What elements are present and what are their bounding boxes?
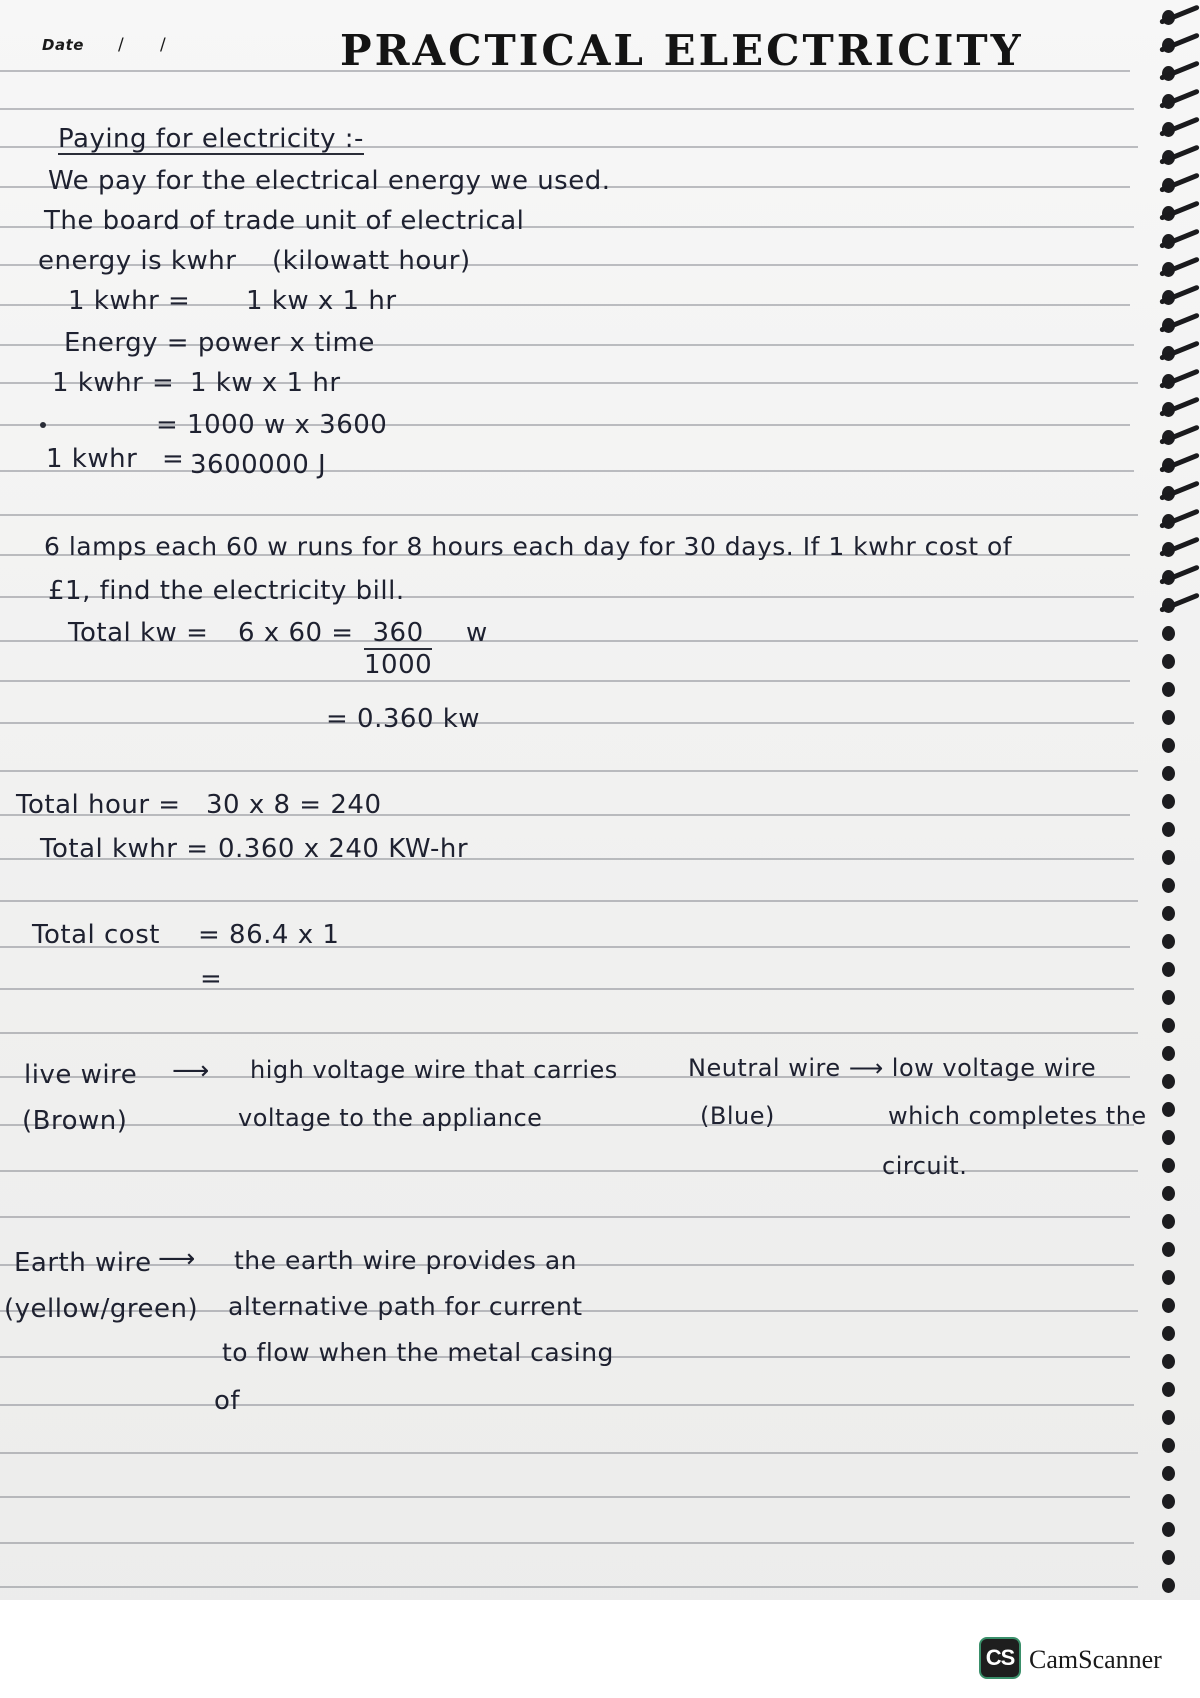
equation-5-rhs: 3600000 J	[190, 450, 327, 480]
binding-hole	[1162, 1270, 1175, 1285]
binding-hole	[1162, 1354, 1175, 1369]
live-wire-name: live wire	[24, 1060, 138, 1090]
fraction	[364, 620, 432, 678]
binding-hole	[1162, 962, 1175, 977]
paying-line-3b: (kilowatt hour)	[272, 246, 471, 276]
total-hour-label: Total hour =	[16, 790, 181, 820]
binding-hole	[1162, 822, 1175, 837]
camscanner-name: CamScanner	[1029, 1645, 1162, 1674]
date-slash-2: /	[160, 35, 167, 55]
binding-hole	[1162, 1018, 1175, 1033]
binding-hole	[1162, 1550, 1175, 1565]
ruled-line	[0, 900, 1138, 902]
binding-hole	[1162, 1242, 1175, 1257]
total-kwhr-label: Total kwhr =	[40, 834, 209, 864]
ruled-line	[0, 988, 1134, 990]
ruled-line	[0, 946, 1130, 948]
total-kw-label: Total kw =	[68, 618, 209, 648]
equation-1-lhs: 1 kwhr =	[68, 286, 191, 316]
total-cost-expr: = 86.4 x 1	[198, 920, 340, 950]
neutral-wire-line: Neutral wire ⟶ low voltage wire	[688, 1054, 1097, 1082]
paying-line-1: We pay for the electrical energy we used.	[48, 166, 611, 196]
ruled-line	[0, 514, 1138, 516]
logo-text: CS	[985, 1645, 1015, 1670]
live-wire-colour: (Brown)	[22, 1106, 128, 1136]
equation-5-equals: =	[162, 444, 185, 474]
equation-5-lhs: 1 kwhr	[46, 444, 138, 474]
earth-wire-desc-1: the earth wire provides an	[234, 1246, 578, 1275]
neutral-wire-desc-2: which completes the	[888, 1102, 1147, 1130]
total-cost-label: Total cost	[32, 920, 160, 950]
binding-hole	[1162, 906, 1175, 921]
total-kw-expr: 6 x 60 =	[238, 618, 354, 648]
binding-hole	[1162, 990, 1175, 1005]
binding-hole	[1162, 1466, 1175, 1481]
binding-hole	[1162, 626, 1175, 641]
equation-3-lhs: 1 kwhr =	[52, 368, 175, 398]
binding-hole	[1162, 850, 1175, 865]
binding-hole	[1162, 1186, 1175, 1201]
binding-hole	[1162, 1326, 1175, 1341]
earth-wire-colour: (yellow/green)	[4, 1294, 199, 1324]
spiral-binding	[1132, 0, 1200, 1610]
binding-hole	[1162, 878, 1175, 893]
total-hour-expr: 30 x 8 = 240	[206, 790, 382, 820]
fraction-unit: w	[466, 618, 488, 648]
binding-hole	[1162, 1214, 1175, 1229]
ruled-line	[0, 680, 1130, 682]
binding-hole	[1162, 1298, 1175, 1313]
binding-hole	[1162, 710, 1175, 725]
binding-hole	[1162, 794, 1175, 809]
earth-wire-name: Earth wire	[14, 1248, 152, 1278]
binding-hole	[1162, 1102, 1175, 1117]
ruled-line	[0, 108, 1134, 110]
ruled-line	[0, 1404, 1134, 1406]
total-kwhr-expr: 0.360 x 240 KW-hr	[218, 834, 469, 864]
neutral-wire-colour: (Blue)	[700, 1102, 775, 1130]
date-slash-1: /	[118, 35, 125, 55]
page-title: PRACTICAL ELECTRICITY	[340, 26, 1024, 75]
binding-hole	[1162, 766, 1175, 781]
binding-hole	[1162, 934, 1175, 949]
earth-wire-desc-2: alternative path for current	[228, 1292, 583, 1321]
binding-hole	[1162, 654, 1175, 669]
ruled-line	[0, 1542, 1134, 1544]
binding-hole	[1162, 1130, 1175, 1145]
arrow-icon: ⟶	[158, 1244, 196, 1274]
paying-line-2: The board of trade unit of electrical	[44, 206, 525, 236]
binding-hole	[1162, 1158, 1175, 1173]
ruled-line	[0, 722, 1134, 724]
ruled-line	[0, 1496, 1130, 1498]
arrow-icon: ⟶	[172, 1056, 210, 1086]
ruled-line	[0, 1032, 1138, 1034]
binding-hole	[1162, 1522, 1175, 1537]
equation-1-rhs: 1 kw x 1 hr	[246, 286, 397, 316]
fraction-denominator: 1000	[364, 650, 433, 680]
ruled-line	[0, 1452, 1138, 1454]
camscanner-logo-icon	[979, 1637, 1021, 1679]
binding-hole	[1162, 682, 1175, 697]
section-heading-paying: Paying for electricity :-	[58, 124, 364, 154]
stray-dot	[40, 422, 46, 428]
ruled-line	[0, 1586, 1138, 1588]
binding-hole	[1162, 1438, 1175, 1453]
ruled-line	[0, 770, 1138, 772]
binding-hole	[1162, 1382, 1175, 1397]
binding-hole	[1162, 1494, 1175, 1509]
equation-3-rhs: 1 kw x 1 hr	[190, 368, 341, 398]
earth-wire-desc-3: to flow when the metal casing	[222, 1338, 614, 1367]
binding-hole	[1162, 1578, 1175, 1593]
problem-line-1: 6 lamps each 60 w runs for 8 hours each day for 30 days. If 1 kwhr cost of	[44, 532, 1013, 561]
ruled-line	[0, 1216, 1130, 1218]
total-cost-equals: =	[200, 964, 223, 994]
live-wire-desc-1: high voltage wire that carries	[250, 1056, 618, 1084]
equation-2: Energy = power x time	[64, 328, 375, 358]
fraction-numerator: 360	[364, 620, 432, 650]
paying-line-3a: energy is kwhr	[38, 246, 237, 276]
date-label: Date	[42, 36, 84, 54]
earth-wire-desc-4: of	[214, 1386, 241, 1416]
problem-line-2: £1, find the electricity bill.	[48, 576, 405, 606]
binding-hole	[1162, 1074, 1175, 1089]
live-wire-desc-2: voltage to the appliance	[238, 1104, 543, 1132]
neutral-wire-desc-3: circuit.	[882, 1152, 968, 1180]
total-kw-result: = 0.360 kw	[326, 704, 481, 734]
equation-4: = 1000 w x 3600	[156, 410, 388, 440]
binding-hole	[1162, 1410, 1175, 1425]
binding-hole	[1162, 1046, 1175, 1061]
binding-hole	[1162, 738, 1175, 753]
